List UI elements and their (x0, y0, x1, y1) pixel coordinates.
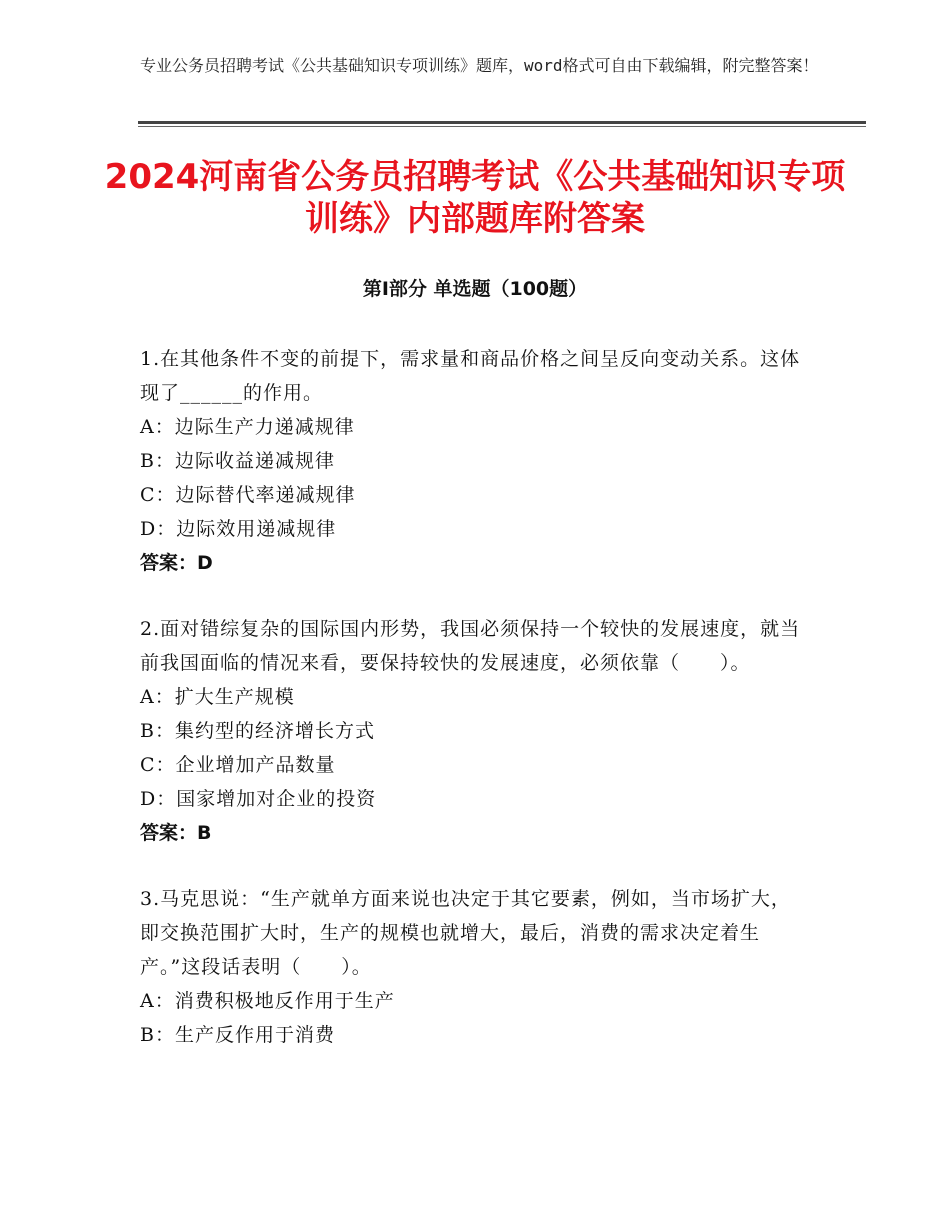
question-stem: 1.在其他条件不变的前提下，需求量和商品价格之间呈反向变动关系。这体现了______的作用。 (140, 348, 801, 404)
option-c: C：企业增加产品数量 (140, 754, 336, 776)
question-2 (140, 612, 810, 850)
option-a: A：边际生产力递减规律 (140, 416, 355, 438)
question-list (140, 342, 810, 1084)
question-stem: 3.马克思说：“生产就单方面来说也决定于其它要素，例如，当市场扩大，即交换范围扩大时，生产的规模也就增大，最后，消费的需求决定着生产。”这段话表明（ ）。 (140, 888, 791, 978)
answer: 答案：B (140, 822, 212, 844)
option-c: C：边际替代率递减规律 (140, 484, 356, 506)
question-stem: 2.面对错综复杂的国际国内形势，我国必须保持一个较快的发展速度，就当前我国面临的情况来看，要保持较快的发展速度，必须依靠（ ）。 (140, 618, 801, 674)
header-rule-thin (138, 126, 866, 127)
question-1 (140, 342, 810, 580)
option-d: D：边际效用递减规律 (140, 518, 337, 540)
option-b: B：边际收益递减规律 (140, 450, 335, 472)
section-title: 第Ⅰ部分 单选题（100题） (362, 278, 588, 300)
option-b: B：集约型的经济增长方式 (140, 720, 375, 742)
question-3 (140, 882, 810, 1052)
header-rule-thick (138, 121, 866, 124)
option-d: D：国家增加对企业的投资 (140, 788, 377, 810)
option-b: B：生产反作用于消费 (140, 1024, 335, 1046)
document-title: 2024河南省公务员招聘考试《公共基础知识专项训练》内部题库附答案 (104, 157, 846, 239)
answer: 答案：D (140, 552, 213, 574)
header-note: 专业公务员招聘考试《公共基础知识专项训练》题库，word格式可自由下载编辑，附完整答案！ (140, 56, 819, 75)
option-a: A：消费积极地反作用于生产 (140, 990, 395, 1012)
option-a: A：扩大生产规模 (140, 686, 295, 708)
